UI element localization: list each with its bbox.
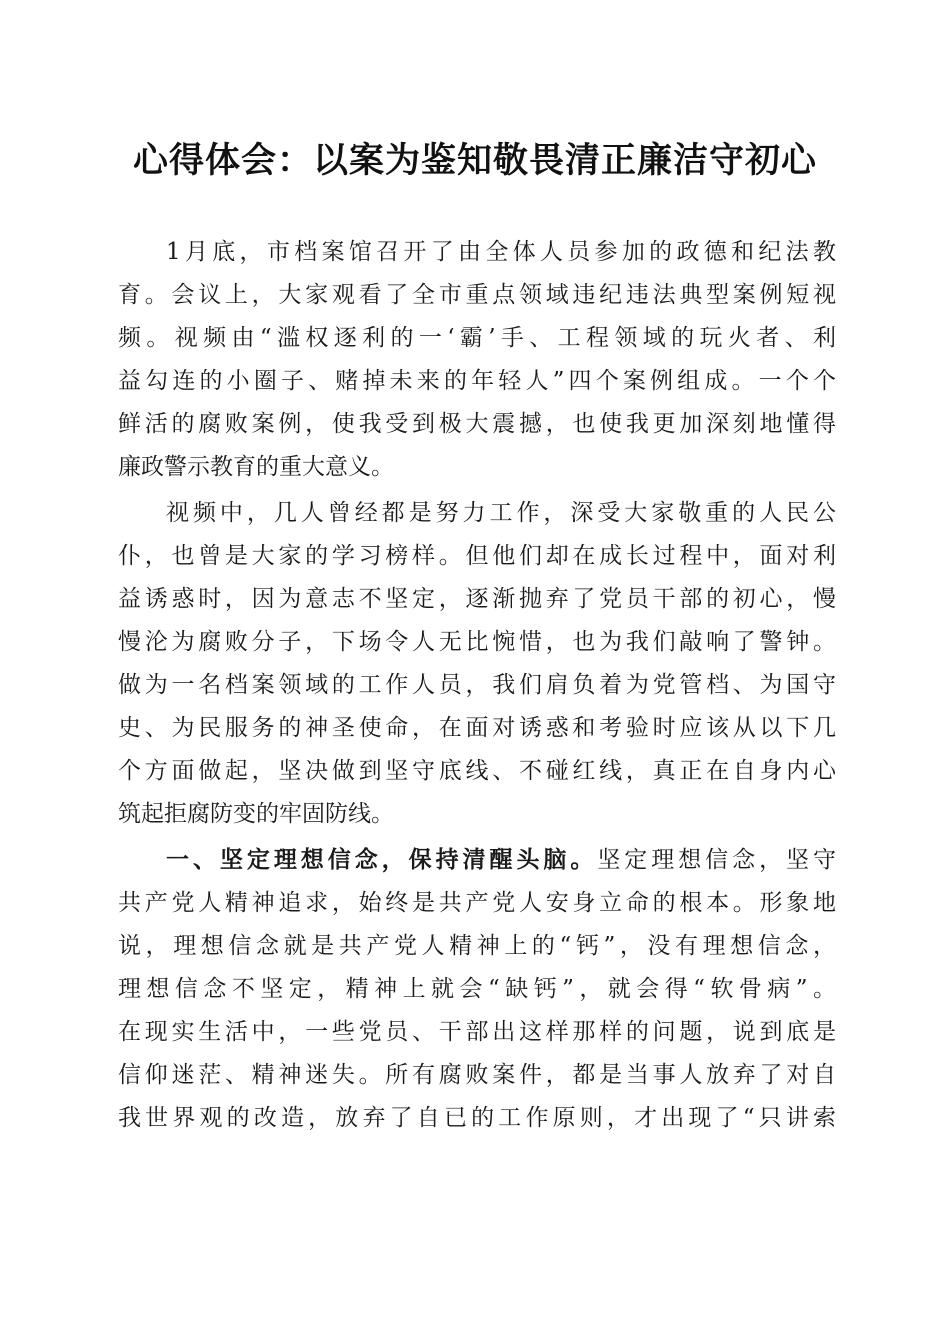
section-heading-continuation: 坚定理想信念，坚守 — [597, 847, 837, 873]
paragraph-3-line-5: 在现实生活中，一些党员、干部出这样那样的问题，说到底是 — [118, 1019, 836, 1045]
paragraph-2-line-6: 史、为民服务的神圣使命，在面对诱惑和考验时应该从以下几 — [118, 715, 836, 741]
paragraph-3-line-2: 共产党人精神追求，始终是共产党人安身立命的根本。形象地 — [118, 890, 836, 916]
paragraph-1-line-1: 1月底，市档案馆召开了由全体人员参加的政德和纪法教 — [166, 239, 836, 265]
paragraph-2-line-1: 视频中，几人曾经都是努力工作，深受大家敬重的人民公 — [166, 500, 836, 526]
paragraph-3-line-6: 信仰迷茫、精神迷失。所有腐败案件，都是当事人放弃了对自 — [118, 1062, 836, 1088]
document-title: 心得体会：以案为鉴知敬畏清正廉洁守初心 — [132, 140, 817, 181]
paragraph-2-line-2: 仆，也曾是大家的学习榜样。但他们却在成长过程中，面对利 — [118, 543, 836, 569]
paragraph-1-line-5: 鲜活的腐败案例，使我受到极大震撼，也使我更加深刻地懂得 — [118, 411, 836, 437]
paragraph-1-line-4: 益勾连的小圈子、赌掉未来的年轻人”四个案例组成。一个个 — [118, 368, 836, 394]
paragraph-2-line-5: 做为一名档案领域的工作人员，我们肩负着为党管档、为国守 — [118, 672, 836, 698]
paragraph-1-line-3: 频。视频由“滥权逐利的一‘霸’手、工程领域的玩火者、利 — [118, 325, 836, 351]
paragraph-1-line-2: 育。会议上，大家观看了全市重点领域违纪违法典型案例短视 — [118, 282, 836, 308]
paragraph-3-line-7: 我世界观的改造，放弃了自已的工作原则，才出现了“只讲索 — [118, 1105, 836, 1131]
paragraph-2-line-7: 个方面做起，坚决做到坚守底线、不碰红线，真正在自身内心 — [118, 758, 836, 784]
paragraph-1-line-6: 廉政警示教育的重大意义。 — [118, 454, 394, 480]
paragraph-2-line-8: 筑起拒腐防变的牢固防线。 — [118, 801, 394, 827]
paragraph-2-line-3: 益诱惑时，因为意志不坚定，逐渐抛弃了党员干部的初心，慢 — [118, 586, 836, 612]
section-heading: 一、坚定理想信念，保持清醒头脑。 — [166, 846, 598, 873]
paragraph-3-line-4: 理想信念不坚定，精神上就会“缺钙”，就会得“软骨病”。 — [118, 976, 836, 1002]
paragraph-3-line-1 — [166, 840, 836, 880]
paragraph-2-line-4: 慢沦为腐败分子，下场令人无比惋惜，也为我们敲响了警钟。 — [118, 629, 836, 655]
paragraph-3-line-3: 说，理想信念就是共产党人精神上的“钙”，没有理想信念， — [118, 933, 836, 959]
